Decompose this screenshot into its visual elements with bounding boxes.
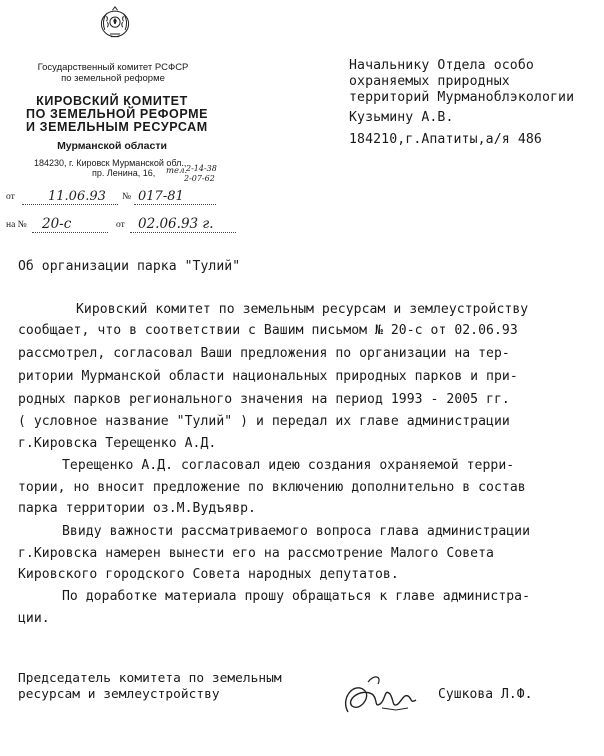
body-p1-line1: Кировский комитет по земельным ресурсам и землеустройству bbox=[76, 302, 529, 317]
handwritten-signature bbox=[338, 668, 420, 720]
incoming-number-line bbox=[32, 232, 108, 233]
committee-subtitle: по земельной реформе bbox=[61, 73, 165, 84]
signatory-name: Сушкова Л.Ф. bbox=[438, 687, 533, 702]
signatory-title-line1: Председатель комитета по земельным bbox=[18, 671, 282, 686]
phone-number-1: 2-14-38 bbox=[186, 164, 217, 173]
incoming-date: 02.06.93 г. bbox=[138, 216, 214, 232]
addressee-line1: Начальнику Отдела особо bbox=[349, 58, 534, 73]
outgoing-date: 11.06.93 bbox=[48, 189, 106, 204]
incoming-number-label: на № bbox=[6, 220, 27, 230]
addressee-line3: территорий Мурманоблэкологии bbox=[349, 90, 575, 105]
body-p4-line2: ции. bbox=[18, 611, 50, 626]
org-name-line1: КИРОВСКИЙ КОМИТЕТ bbox=[36, 94, 188, 108]
phone-number-2: 2-07-62 bbox=[184, 174, 215, 183]
body-p2-line2: тории, но вносит предложение по включению дополнительно в состав bbox=[18, 480, 526, 495]
org-name-line2: ПО ЗЕМЕЛЬНОЙ РЕФОРМЕ bbox=[26, 107, 209, 121]
phone-label: тел. bbox=[166, 166, 188, 176]
body-p1-line4: ритории Мурманской области национальных природных парков и при- bbox=[18, 369, 518, 384]
incoming-date-line bbox=[130, 232, 236, 233]
body-p2-line1: Терещенко А.Д. согласовал идею создания охраняемой терри- bbox=[62, 458, 515, 473]
outgoing-number: 017-81 bbox=[138, 189, 184, 204]
addressee-name: Кузьмину А.В. bbox=[349, 110, 454, 125]
incoming-number: 20-с bbox=[42, 216, 72, 232]
outgoing-date-label: от bbox=[6, 192, 15, 202]
body-p1-line2: сообщает, что в соответствии с Вашим письмом № 20-с от 02.06.93 bbox=[18, 323, 518, 338]
addressee-address: 184210,г.Апатиты,а/я 486 bbox=[349, 132, 542, 147]
body-p1-line7: г.Кировска Терещенко А.Д. bbox=[18, 436, 217, 451]
outgoing-number-line bbox=[134, 204, 216, 205]
body-p3-line2: г.Кировска намерен вынести его на рассмотрение Малого Совета bbox=[18, 546, 494, 561]
outgoing-date-line bbox=[22, 204, 118, 205]
body-p1-line5: родных парков регионального значения на период 1993 - 2005 гг. bbox=[18, 392, 510, 407]
org-name-line3: И ЗЕМЕЛЬНЫМ РЕСУРСАМ bbox=[26, 120, 208, 134]
letter-subject: Об организации парка "Тулий" bbox=[18, 259, 241, 274]
address-line2: пр. Ленина, 16, bbox=[92, 168, 156, 178]
body-p2-line3: парка территории оз.М.Вудъявр. bbox=[18, 501, 256, 516]
body-p3-line3: Кировского городского Совета народных депутатов. bbox=[18, 567, 399, 582]
addressee-line2: охраняемых природных bbox=[349, 74, 510, 89]
address-line1: 184230, г. Кировск Мурманской обл., bbox=[34, 158, 187, 168]
rsfsr-emblem-icon bbox=[98, 6, 132, 40]
body-p1-line6: ( условное название "Тулий" ) и передал их главе администрации bbox=[18, 414, 510, 429]
incoming-date-label: от bbox=[116, 220, 125, 230]
body-p3-line1: Ввиду важности рассматриваемого вопроса глава администрации bbox=[62, 524, 531, 539]
committee-name: Государственный комитет РСФСР bbox=[37, 62, 189, 73]
body-p1-line3: рассмотрел, согласовал Ваши предложения по организации на тер- bbox=[18, 346, 510, 361]
outgoing-number-label: № bbox=[122, 192, 132, 202]
region-name: Мурманской области bbox=[57, 140, 167, 152]
signatory-title-line2: ресурсам и землеустройству bbox=[18, 687, 220, 702]
body-p4-line1: По доработке материала прошу обращаться к главе администра- bbox=[62, 589, 531, 604]
